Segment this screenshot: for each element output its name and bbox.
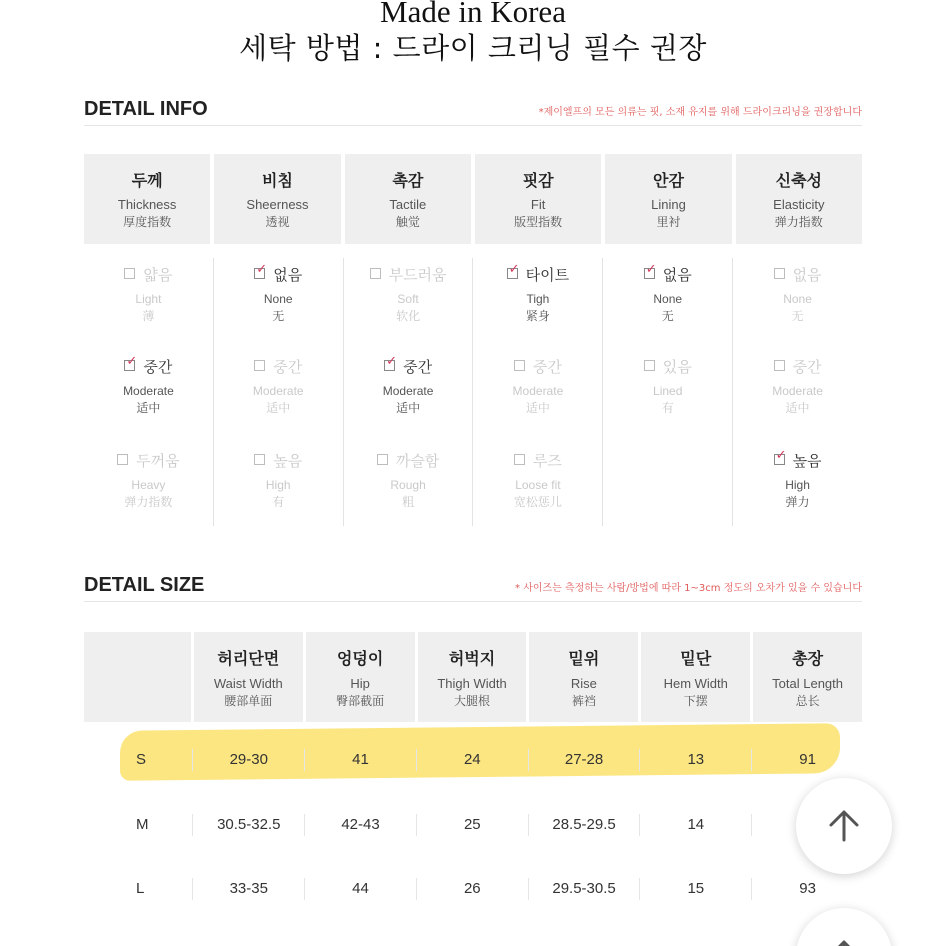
checkbox[interactable] <box>124 354 138 371</box>
info-option-ko-line <box>473 450 602 471</box>
info-option-ko-line <box>733 450 862 471</box>
info-header-zh: 透视 <box>265 215 290 229</box>
info-option-ko-line <box>84 264 213 285</box>
info-option <box>344 264 473 324</box>
size-header-ko: 허벅지 <box>448 649 496 668</box>
size-value: 33-35 <box>194 874 303 904</box>
info-option-en: High <box>785 478 810 492</box>
info-option <box>733 264 862 324</box>
info-option-ko: 중간 <box>143 358 173 376</box>
info-option-ko: 없음 <box>662 266 692 284</box>
checkbox[interactable] <box>514 360 525 371</box>
origin-label: Made in Korea <box>380 0 566 29</box>
check-icon: ✓ <box>256 262 268 277</box>
size-header-cell <box>529 632 638 722</box>
info-option-ko-line <box>214 356 343 377</box>
info-header-ko: 핏감 <box>522 171 554 190</box>
detail-info-note: *제이엘프의 모든 의류는 핏, 소재 유지를 위해 드라이크리닝을 권장합니다 <box>538 107 862 118</box>
info-option-ko: 얇음 <box>143 266 173 284</box>
info-option-en: Moderate <box>382 384 434 398</box>
size-value: 15 <box>641 874 750 904</box>
info-option-ko: 두꺼움 <box>136 452 180 470</box>
info-option-zh: 适中 <box>785 401 810 415</box>
info-option-ko: 중간 <box>403 358 433 376</box>
checkbox[interactable] <box>254 262 268 279</box>
info-option-en: Moderate <box>512 384 564 398</box>
info-option-en: Tigh <box>526 292 550 306</box>
info-option <box>603 356 732 416</box>
info-header-ko: 두께 <box>131 171 163 190</box>
info-option <box>214 356 343 416</box>
info-option-column <box>472 258 602 526</box>
info-option-zh: 宽松惩儿 <box>513 495 562 509</box>
info-option-zh: 无 <box>272 309 285 323</box>
checkbox[interactable] <box>644 360 655 371</box>
info-header-ko: 비침 <box>262 171 293 190</box>
info-option-zh: 适中 <box>525 401 550 415</box>
size-header-cell <box>753 632 862 722</box>
info-option-ko: 중간 <box>532 358 562 376</box>
info-option-ko-line <box>84 450 213 471</box>
size-header-cell <box>194 632 303 722</box>
info-option-zh: 有 <box>272 495 285 509</box>
info-option <box>84 356 213 416</box>
size-header-ko: 허리단면 <box>217 649 280 668</box>
info-option-en: Moderate <box>772 384 823 398</box>
info-option-column <box>213 258 343 526</box>
info-header-zh: 弹力指数 <box>774 215 823 229</box>
info-option-ko: 까슬함 <box>395 452 440 470</box>
info-option <box>603 264 732 324</box>
info-option-en: Moderate <box>123 384 174 398</box>
table-row <box>84 810 862 840</box>
detail-size-title: DETAIL SIZE <box>84 574 205 596</box>
size-value: 30.5-32.5 <box>194 810 303 840</box>
checkbox[interactable] <box>370 268 381 279</box>
checkbox[interactable] <box>514 454 525 465</box>
size-value: 26 <box>418 874 527 904</box>
checkbox[interactable] <box>774 448 787 465</box>
check-icon: ✓ <box>645 262 657 277</box>
info-option-zh: 无 <box>661 309 674 323</box>
size-header-zh: 腰部单面 <box>224 694 273 708</box>
info-option <box>344 356 473 416</box>
checkbox[interactable] <box>117 454 128 465</box>
info-option-ko: 중간 <box>792 358 822 376</box>
check-icon: ✓ <box>775 448 787 463</box>
size-label: S <box>136 751 147 768</box>
info-header-en: Tactile <box>389 197 427 212</box>
size-header-en: Hip <box>350 676 370 691</box>
info-header-ko: 촉감 <box>392 171 424 190</box>
detail-info-header <box>84 96 862 126</box>
info-header-en: Sheerness <box>246 197 309 212</box>
size-value: 41 <box>306 745 415 775</box>
info-option-ko: 높음 <box>273 452 303 470</box>
info-option-column <box>84 258 213 526</box>
info-header-zh: 厚度指数 <box>123 215 172 229</box>
info-option-en: None <box>653 292 683 306</box>
info-option-en: Loose fit <box>515 478 561 492</box>
info-option <box>473 356 602 416</box>
scroll-top-button[interactable] <box>796 778 892 874</box>
info-option-zh: 适中 <box>136 401 161 415</box>
info-option <box>473 450 602 510</box>
info-header-ko: 안감 <box>653 171 684 190</box>
size-header-zh: 下摆 <box>683 694 708 708</box>
size-value: 44 <box>306 874 415 904</box>
info-header-en: Lining <box>651 197 686 212</box>
info-option-ko-line <box>473 356 602 377</box>
checkbox[interactable] <box>124 268 135 279</box>
size-header-cell <box>641 632 750 722</box>
checkbox[interactable] <box>507 262 520 279</box>
size-header-cell <box>418 632 527 722</box>
checkbox[interactable] <box>254 360 265 371</box>
info-option-en: Moderate <box>252 384 304 398</box>
info-option-zh: 弹力 <box>785 495 810 509</box>
info-option-zh: 无 <box>791 309 804 323</box>
size-value: 29-30 <box>194 745 303 775</box>
size-header-zh: 总长 <box>795 694 820 708</box>
checkbox[interactable] <box>254 454 265 465</box>
info-option-en: Soft <box>397 292 419 306</box>
table-row <box>84 745 862 775</box>
size-header-ko: 총장 <box>792 649 824 668</box>
size-header-zh: 臀部截面 <box>336 694 385 708</box>
info-option <box>733 450 862 510</box>
check-icon: ✓ <box>126 354 138 369</box>
info-option <box>214 450 343 510</box>
size-value: 93 <box>753 874 862 904</box>
info-header-en: Fit <box>530 197 546 212</box>
info-option-en: High <box>265 478 291 492</box>
info-option-en: Light <box>135 292 162 306</box>
info-header-cell <box>84 154 210 244</box>
info-option-en: None <box>783 292 812 306</box>
info-option-zh: 软化 <box>396 309 421 323</box>
info-option-ko: 루즈 <box>532 452 562 470</box>
size-header-ko: 밑위 <box>568 649 600 668</box>
info-option <box>344 450 473 510</box>
info-option-ko-line <box>733 356 862 377</box>
info-header-en: Thickness <box>117 197 177 212</box>
size-header-en: Rise <box>570 676 597 691</box>
info-option-ko: 있음 <box>662 358 692 376</box>
detail-size-note: * 사이즈는 측정하는 사람/방법에 따라 1~3cm 정도의 오차가 있을 수 있습니다 <box>515 583 862 594</box>
detail-info-options <box>84 258 862 526</box>
info-option-zh: 弹力指数 <box>124 495 173 509</box>
info-option <box>84 264 213 324</box>
info-option-ko: 없음 <box>273 266 303 284</box>
info-option-ko-line <box>344 450 473 471</box>
checkbox[interactable] <box>774 360 785 371</box>
info-option-ko: 중간 <box>273 358 303 376</box>
info-option <box>473 264 602 324</box>
info-header-ko: 신축성 <box>775 171 822 190</box>
detail-info-title: DETAIL INFO <box>84 98 208 120</box>
info-option-ko: 타이트 <box>525 266 570 284</box>
info-option-en: None <box>263 292 293 306</box>
info-option-ko-line <box>344 356 473 377</box>
info-header-cell <box>736 154 862 244</box>
detail-size-header <box>84 572 862 602</box>
check-icon: ✓ <box>386 354 397 369</box>
size-value: 14 <box>641 810 750 840</box>
info-header-en: Elasticity <box>773 197 825 212</box>
info-option-ko-line <box>603 264 732 285</box>
info-option-zh: 薄 <box>142 309 155 323</box>
info-header-cell <box>345 154 471 244</box>
size-header-en: Waist Width <box>213 676 283 691</box>
info-option-zh: 紧身 <box>525 309 550 323</box>
info-option-column <box>732 258 862 526</box>
checkbox[interactable] <box>774 268 785 279</box>
info-option-ko: 부드러움 <box>388 266 447 284</box>
scroll-down-button[interactable] <box>796 908 892 946</box>
info-option-en: Lined <box>653 384 683 398</box>
size-header-zh: 裤裆 <box>571 694 596 708</box>
info-option-ko-line <box>473 264 602 285</box>
size-value: 28.5-29.5 <box>530 810 639 840</box>
size-value: 25 <box>418 810 527 840</box>
info-option-en: Heavy <box>131 478 166 492</box>
info-header-zh: 版型指数 <box>514 215 563 229</box>
info-option-ko-line <box>84 356 213 377</box>
size-label: M <box>136 816 149 833</box>
size-value: 42-43 <box>306 810 415 840</box>
info-header-cell <box>605 154 731 244</box>
size-header-cell <box>84 632 191 722</box>
checkbox[interactable] <box>377 454 388 465</box>
size-header-cell <box>306 632 415 722</box>
info-option-column <box>343 258 473 526</box>
info-header-zh: 里衬 <box>656 215 681 229</box>
info-option-ko-line <box>214 264 343 285</box>
info-option-ko-line <box>733 264 862 285</box>
size-value: 13 <box>641 745 750 775</box>
info-option-ko-line <box>344 264 473 285</box>
wash-instruction: 세탁 방법 : 드라이 크리닝 필수 권장 <box>239 31 707 65</box>
size-value: 91 <box>753 745 862 775</box>
info-header-zh: 触觉 <box>395 215 420 229</box>
detail-info-header-row <box>84 154 862 244</box>
arrow-up-icon <box>824 806 864 846</box>
info-option-zh: 粗 <box>402 495 415 509</box>
info-option <box>733 356 862 416</box>
info-option-ko: 높음 <box>792 452 822 470</box>
info-option-ko-line <box>214 450 343 471</box>
size-value: 29.5-30.5 <box>530 874 639 904</box>
size-table-header <box>84 632 862 722</box>
size-header-zh: 大腿根 <box>454 694 491 708</box>
info-option-en: Rough <box>390 478 426 492</box>
checkbox[interactable] <box>644 262 657 279</box>
info-option-zh: 有 <box>661 401 674 415</box>
info-option-column <box>602 258 732 526</box>
checkbox[interactable] <box>384 354 397 371</box>
info-option <box>214 264 343 324</box>
arrow-icon <box>824 936 864 946</box>
size-header-en: Thigh Width <box>437 676 507 691</box>
size-value: 27-28 <box>530 745 639 775</box>
info-option-zh: 适中 <box>396 401 421 415</box>
size-header-ko: 엉덩이 <box>336 649 384 668</box>
info-option <box>84 450 213 510</box>
info-header-cell <box>214 154 340 244</box>
info-option-ko: 없음 <box>792 266 822 284</box>
size-value: 24 <box>418 745 527 775</box>
info-option-ko-line <box>603 356 732 377</box>
size-label: L <box>136 880 145 897</box>
info-option-zh: 适中 <box>266 401 291 415</box>
size-header-ko: 밑단 <box>680 649 712 668</box>
size-header-en: Hem Width <box>663 676 728 691</box>
size-header-en: Total Length <box>772 676 844 691</box>
table-row <box>84 874 862 904</box>
info-header-cell <box>475 154 601 244</box>
check-icon: ✓ <box>508 262 520 277</box>
